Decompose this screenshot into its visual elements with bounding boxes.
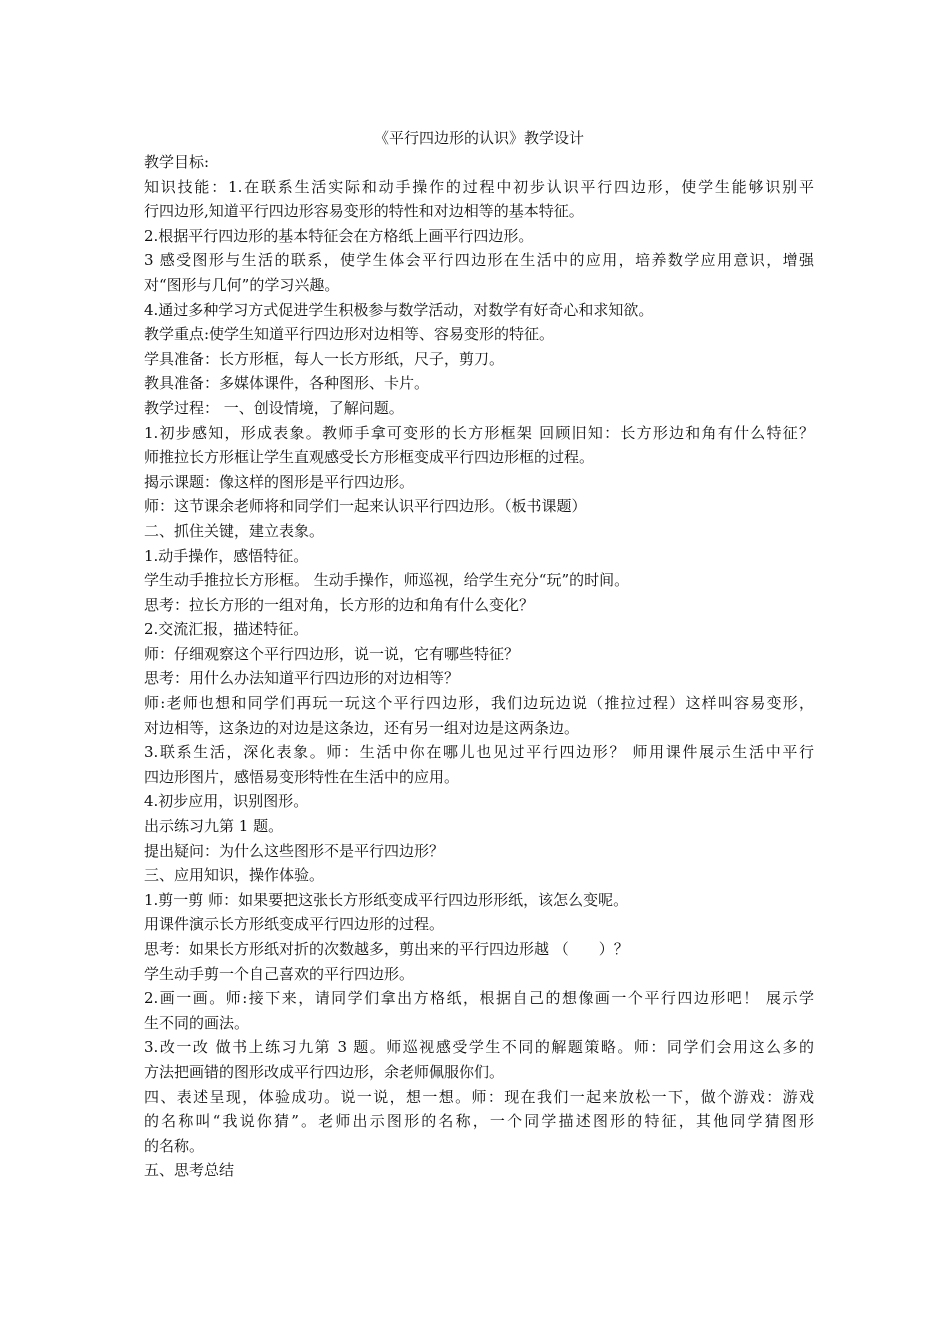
paragraph-line: 2.根据平行四边形的基本特征会在方格纸上画平行四边形。 [144,226,534,245]
paragraph-line: 1.剪一剪 师：如果要把这张长方形纸变成平行四边形形纸，该怎么变呢。 [144,890,629,909]
paragraph-line: 4.初步应用，识别图形。 [144,792,309,811]
paragraph-line: 师：这节课余老师将和同学们一起来认识平行四边形。（板书课题） [144,497,587,516]
paragraph-line: 3.联系生活，深化表象。师：生活中你在哪儿也见过平行四边形？ 师用课件展示生活中平行 [144,743,814,762]
paragraph-line: 师推拉长方形框让学生直观感受长方形框变成平行四边形框的过程。 [144,448,595,467]
paragraph-line: 教具准备：多媒体课件，各种图形、卡片。 [144,374,430,393]
paragraph-line: 2.交流汇报，描述特征。 [144,620,309,639]
paragraph-line: 思考：用什么办法知道平行四边形的对边相等？ [144,669,460,688]
paragraph-line: 方法把画错的图形改成平行四边形，余老师佩服你们。 [144,1062,505,1081]
paragraph-line: 师：仔细观察这个平行四边形，说一说，它有哪些特征？ [144,644,520,663]
paragraph-line: 知识技能：1.在联系生活实际和动手操作的过程中初步认识平行四边形，使学生能够识别平 [144,177,814,196]
paragraph-line: 揭示课题：像这样的图形是平行四边形。 [144,472,415,491]
paragraph-line: 学生动手剪一个自己喜欢的平行四边形。 [144,964,415,983]
paragraph-line: 师:老师也想和同学们再玩一玩这个平行四边形，我们边玩边说（推拉过程）这样叫容易变形， [144,694,814,713]
paragraph-line: 四、表述呈现，体验成功。说一说，想一想。师：现在我们一起来放松一下，做个游戏：游戏 [144,1087,814,1106]
document-body [144,126,814,1183]
paragraph-line: 教学过程： 一、创设情境，了解问题。 [144,398,404,417]
paragraph-line: 用课件演示长方形纸变成平行四边形的过程。 [144,915,445,934]
paragraph-line: 3.改一改 做书上练习九第 3 题。师巡视感受学生不同的解题策略。师：同学们会用这么多的 [144,1038,814,1057]
paragraph-line: 二、抓住关键，建立表象。 [144,521,325,540]
paragraph-line: 3 感受图形与生活的联系，使学生体会平行四边形在生活中的应用，培养数学应用意识，增强 [144,251,814,270]
paragraph-line: 生不同的画法。 [144,1013,250,1032]
paragraph-line: 1.动手操作，感悟特征。 [144,546,309,565]
paragraph-line: 学具准备：长方形框，每人一长方形纸，尺子，剪刀。 [144,349,505,368]
paragraph-line: 四边形图片，感悟易变形特性在生活中的应用。 [144,767,460,786]
paragraph-line: 三、应用知识，操作体验。 [144,866,325,885]
paragraph-line: 1.初步感知，形成表象。教师手拿可变形的长方形框架 回顾旧知：长方形边和角有什么特征？ [144,423,814,442]
section-teaching-goals: 教学目标: [144,153,210,171]
paragraph-line: 思考：如果长方形纸对折的次数越多，剪出来的平行四边形越 （ ）？ [144,940,629,958]
paragraph-line: 思考：拉长方形的一组对角，长方形的边和角有什么变化？ [144,595,535,614]
paragraph-line: 提出疑问：为什么这些图形不是平行四边形？ [144,841,445,860]
paragraph-line: 的名称。 [144,1136,205,1155]
paragraph-line: 行四边形,知道平行四边形容易变形的特性和对边相等的基本特征。 [144,202,584,221]
paragraph-line: 的名称叫“我说你猜”。老师出示图形的名称，一个同学描述图形的特征，其他同学猜图形 [144,1112,814,1131]
paragraph-line: 对边相等，这条边的对边是这条边，还有另一组对边是这两条边。 [144,718,580,737]
document-title: 《平行四边形的认识》教学设计 [373,129,584,147]
paragraph-line: 对“图形与几何”的学习兴趣。 [144,275,340,294]
paragraph-line: 教学重点:使学生知道平行四边形对边相等、容易变形的特征。 [144,325,555,344]
paragraph-line: 出示练习九第 1 题。 [144,817,284,836]
paragraph-line: 2.画一画。师:接下来，请同学们拿出方格纸，根据自己的想像画一个平行四边形吧！ 展示学 [144,989,814,1008]
paragraph-line: 4.通过多种学习方式促进学生积极参与数学活动，对数学有好奇心和求知欲。 [144,300,654,319]
paragraph-line: 五、思考总结 [144,1161,235,1180]
paragraph-line: 学生动手推拉长方形框。 生动手操作，师巡视，给学生充分“玩”的时间。 [144,571,630,590]
